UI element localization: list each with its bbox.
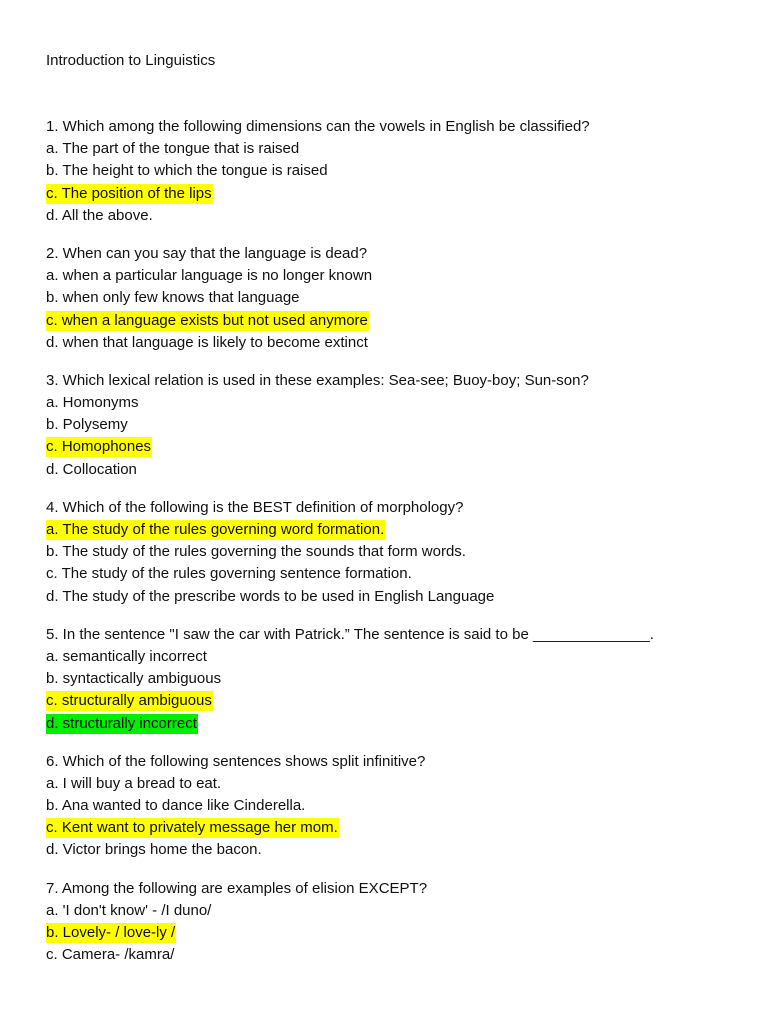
question-block <box>46 243 722 354</box>
answer-option-text: a. Homonyms <box>46 394 139 412</box>
answer-option-text: a. I will buy a bread to eat. <box>46 774 222 792</box>
question-prompt: 4. Which of the following is the BEST definition of morphology? <box>46 498 464 516</box>
answer-option-text: c. Camera- /kamra/ <box>46 946 175 964</box>
answer-option-text: b. Polysemy <box>46 416 128 434</box>
answer-option <box>46 795 722 817</box>
answer-option-text: b. The height to which the tongue is raised <box>46 162 328 180</box>
answer-option-text: a. when a particular language is no longer known <box>46 267 373 285</box>
answer-option <box>46 944 722 966</box>
answer-option <box>46 519 722 541</box>
answer-option <box>46 773 722 795</box>
answer-option-text: a. The study of the rules governing word formation. <box>46 521 385 538</box>
answer-option <box>46 205 722 227</box>
question-prompt: 7. Among the following are examples of elision EXCEPT? <box>46 879 428 897</box>
answer-option-text: a. The part of the tongue that is raised <box>46 140 300 158</box>
question-block <box>46 878 722 967</box>
question-block <box>46 751 722 862</box>
answer-option <box>46 310 722 332</box>
question-block <box>46 497 722 608</box>
answer-option-text: d. The study of the prescribe words to be used in English Language <box>46 587 495 605</box>
answer-option-text: b. Lovely- / love-ly / <box>46 924 176 941</box>
question-block <box>46 370 722 481</box>
answer-option-text: d. structurally incorrect <box>46 714 197 732</box>
answer-option <box>46 817 722 839</box>
answer-option <box>46 160 722 182</box>
answer-option-text: b. when only few knows that language <box>46 289 300 307</box>
answer-option-text: d. Collocation <box>46 460 137 478</box>
answer-option <box>46 646 722 668</box>
answer-option <box>46 586 722 608</box>
answer-option-text: a. 'I don't know' - /I duno/ <box>46 901 212 919</box>
question-block <box>46 624 722 735</box>
question-prompt: 2. When can you say that the language is dead? <box>46 244 368 262</box>
answer-option <box>46 900 722 922</box>
question-block <box>46 116 722 227</box>
document-title: Introduction to Linguistics <box>46 52 216 69</box>
answer-option-text: c. Homophones <box>46 438 152 456</box>
answer-option-text: c. The study of the rules governing sentence formation. <box>46 565 412 583</box>
question-prompt: 6. Which of the following sentences shows split infinitive? <box>46 752 426 770</box>
answer-option-text: b. Ana wanted to dance like Cinderella. <box>46 797 306 815</box>
answer-option-text: d. All the above. <box>46 206 153 224</box>
answer-option-text: d. when that language is likely to become extinct <box>46 333 368 351</box>
question-prompt: 1. Which among the following dimensions can the vowels in English be classified? <box>46 118 590 135</box>
answer-option <box>46 183 722 205</box>
answer-option <box>46 922 722 944</box>
answer-option-text: b. The study of the rules governing the sounds that form words. <box>46 543 466 561</box>
answer-option <box>46 392 722 414</box>
answer-option <box>46 690 722 712</box>
answer-option <box>46 414 722 436</box>
answer-option <box>46 436 722 458</box>
question-prompt: 5. In the sentence "I saw the car with Patrick.” The sentence is said to be ______________. <box>46 625 654 643</box>
answer-option-text: a. semantically incorrect <box>46 647 207 665</box>
answer-option <box>46 265 722 287</box>
question-list <box>46 116 722 966</box>
answer-option <box>46 563 722 585</box>
answer-option-text: c. structurally ambiguous <box>46 692 212 710</box>
answer-option <box>46 839 722 861</box>
answer-option <box>46 713 722 735</box>
answer-option <box>46 541 722 563</box>
answer-option-text: c. The position of the lips <box>46 184 212 202</box>
question-prompt: 3. Which lexical relation is used in these examples: Sea-see; Buoy-boy; Sun-son? <box>46 371 589 389</box>
answer-option-text: c. when a language exists but not used anymore <box>46 311 368 329</box>
answer-option <box>46 138 722 160</box>
answer-option-text: d. Victor brings home the bacon. <box>46 841 262 859</box>
answer-option <box>46 459 722 481</box>
answer-option-text: b. syntactically ambiguous <box>46 670 222 688</box>
answer-option <box>46 668 722 690</box>
answer-option-text: c. Kent want to privately message her mom. <box>46 819 338 837</box>
answer-option <box>46 332 722 354</box>
answer-option <box>46 287 722 309</box>
